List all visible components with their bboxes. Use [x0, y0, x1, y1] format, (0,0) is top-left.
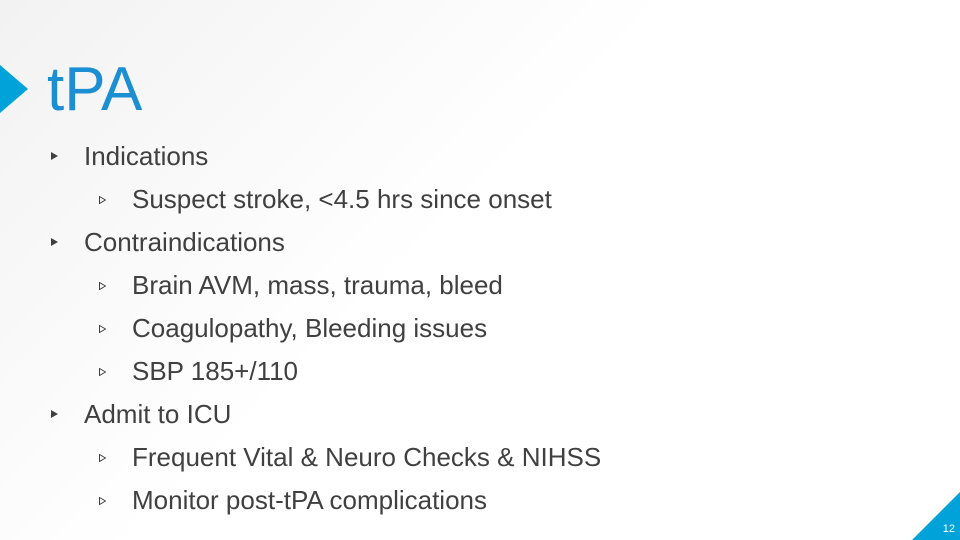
bullet-text: Coagulopathy, Bleeding issues [132, 312, 488, 343]
sub-bullet-item [132, 482, 487, 518]
bullet-arrow-icon [51, 410, 58, 418]
bullet-text: Contraindications [84, 226, 285, 257]
sub-bullet-arrow-icon [99, 368, 106, 376]
slide-title: tPA [47, 55, 143, 124]
bullet-text: Admit to ICU [84, 398, 232, 429]
sub-bullet-arrow-icon [99, 325, 106, 333]
bullet-arrow-icon [51, 238, 58, 246]
sub-bullet-item [132, 353, 298, 389]
title-arrow-icon [0, 65, 28, 113]
sub-bullet-arrow-icon [99, 196, 106, 204]
page-number: 12 [942, 523, 955, 535]
sub-bullet-item [132, 310, 487, 346]
sub-bullet-arrow-icon [99, 497, 106, 505]
bullet-text: Brain AVM, mass, trauma, bleed [132, 269, 503, 300]
sub-bullet-item [132, 267, 503, 303]
bullet-item [84, 224, 285, 260]
bullet-item [84, 138, 208, 174]
bullet-text: Monitor post-tPA complications [132, 484, 487, 515]
sub-bullet-item [132, 181, 552, 217]
sub-bullet-arrow-icon [99, 282, 106, 290]
bullet-text: Frequent Vital & Neuro Checks & NIHSS [132, 441, 602, 472]
bullet-item [84, 396, 231, 432]
bullet-text: SBP 185+/110 [132, 355, 299, 386]
bullet-text: Indications [84, 140, 209, 171]
bullet-text: Suspect stroke, <4.5 hrs since onset [132, 183, 552, 214]
bullet-arrow-icon [51, 152, 58, 160]
sub-bullet-arrow-icon [99, 454, 106, 462]
sub-bullet-item [132, 439, 601, 475]
